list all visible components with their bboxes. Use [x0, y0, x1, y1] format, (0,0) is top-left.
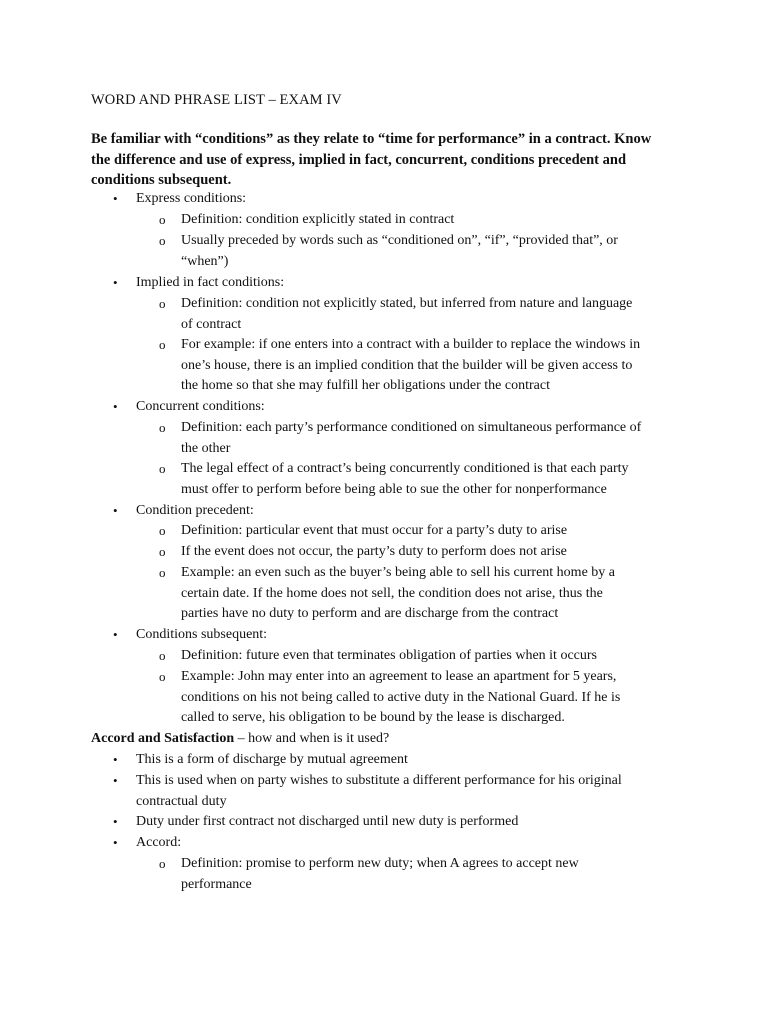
- bullet-marker: •: [113, 627, 118, 642]
- sub-item-text: Definition: condition explicitly stated in contract: [181, 212, 455, 227]
- list-item-express: Express conditions:: [136, 191, 247, 206]
- intro-line: Be familiar with “conditions” as they relate to “time for performance” in a contract. Know: [91, 131, 652, 147]
- sub-item-text: Definition: promise to perform new duty; when A agrees to accept new: [181, 856, 579, 871]
- section-heading-rest: – how and when is it used?: [234, 731, 390, 746]
- document-title: WORD AND PHRASE LIST – EXAM IV: [91, 92, 342, 108]
- intro-line: the difference and use of express, implied in fact, concurrent, conditions precedent and: [91, 151, 627, 168]
- sub-bullet-marker: o: [159, 523, 166, 538]
- sub-item-text-continued: conditions on his not being called to active duty in the National Guard. If he is: [181, 690, 621, 705]
- sub-item-text: Usually preceded by words such as “conditioned on”, “if”, “provided that”, or: [181, 233, 618, 248]
- list-item-text: This is a form of discharge by mutual agreement: [136, 752, 408, 767]
- list-item-text: This is used when on party wishes to substitute a different performance for his original: [136, 773, 622, 788]
- bullet-marker: •: [113, 503, 118, 518]
- intro-line: conditions subsequent.: [91, 172, 232, 188]
- sub-item-text-continued: certain date. If the home does not sell, the condition does not arise, thus the: [181, 586, 603, 601]
- list-item-subsequent: Conditions subsequent:: [136, 627, 268, 642]
- bullet-marker: •: [113, 814, 118, 829]
- bullet-marker: •: [113, 752, 118, 767]
- sub-bullet-marker: o: [159, 669, 166, 684]
- sub-item-text-continued: the other: [181, 441, 231, 456]
- sub-item-text-continued: must offer to perform before being able to sue the other for nonperformance: [181, 482, 607, 497]
- bullet-marker: •: [113, 275, 118, 290]
- sub-bullet-marker: o: [159, 648, 166, 663]
- sub-item-text: Definition: particular event that must occur for a party’s duty to arise: [181, 523, 568, 538]
- sub-item-text-continued: of contract: [181, 317, 242, 332]
- sub-item-text-continued: performance: [181, 877, 252, 892]
- sub-item-text: The legal effect of a contract’s being concurrently conditioned is that each party: [181, 461, 629, 476]
- list-item-concurrent: Concurrent conditions:: [136, 399, 265, 414]
- sub-item-text: Example: an even such as the buyer’s being able to sell his current home by a: [181, 565, 615, 580]
- list-item-text-continued: contractual duty: [136, 794, 227, 809]
- sub-item-text: For example: if one enters into a contract with a builder to replace the windows in: [181, 337, 641, 352]
- sub-bullet-marker: o: [159, 544, 166, 559]
- sub-item-text-continued: “when”): [181, 254, 229, 269]
- section-heading-bold: Accord and Satisfaction: [91, 731, 235, 746]
- sub-bullet-marker: o: [159, 212, 166, 227]
- list-item-precedent: Condition precedent:: [136, 503, 254, 518]
- bullet-marker: •: [113, 773, 118, 788]
- bullet-marker: •: [113, 399, 118, 414]
- sub-bullet-marker: o: [159, 337, 166, 352]
- list-item-text: Duty under first contract not discharged until new duty is performed: [136, 814, 519, 829]
- sub-item-text: Definition: each party’s performance conditioned on simultaneous performance of: [181, 420, 642, 435]
- list-item-accord: Accord:: [136, 835, 182, 850]
- bullet-marker: •: [113, 191, 118, 206]
- sub-item-text-continued: one’s house, there is an implied condition that the builder will be given access to: [181, 358, 633, 373]
- sub-item-text-continued: called to serve, his obligation to be bound by the lease is discharged.: [181, 710, 565, 725]
- sub-item-text-continued: the home so that she may fulfill her obligations under the contract: [181, 378, 550, 393]
- sub-bullet-marker: o: [159, 565, 166, 580]
- list-item-implied: Implied in fact conditions:: [136, 275, 285, 290]
- sub-item-text: If the event does not occur, the party’s duty to perform does not arise: [181, 544, 567, 559]
- sub-item-text: Definition: future even that terminates obligation of parties when it occurs: [181, 648, 597, 663]
- section-heading-accord: [91, 729, 389, 750]
- sub-bullet-marker: o: [159, 296, 166, 311]
- sub-bullet-marker: o: [159, 420, 166, 435]
- sub-item-text-continued: parties have no duty to perform and are discharge from the contract: [181, 606, 559, 621]
- bullet-marker: •: [113, 835, 118, 850]
- sub-bullet-marker: o: [159, 461, 166, 476]
- sub-bullet-marker: o: [159, 233, 166, 248]
- sub-item-text: Example: John may enter into an agreement to lease an apartment for 5 years,: [181, 669, 617, 684]
- sub-item-text: Definition: condition not explicitly stated, but inferred from nature and language: [181, 296, 633, 311]
- intro-paragraph: [91, 129, 691, 191]
- sub-bullet-marker: o: [159, 856, 166, 871]
